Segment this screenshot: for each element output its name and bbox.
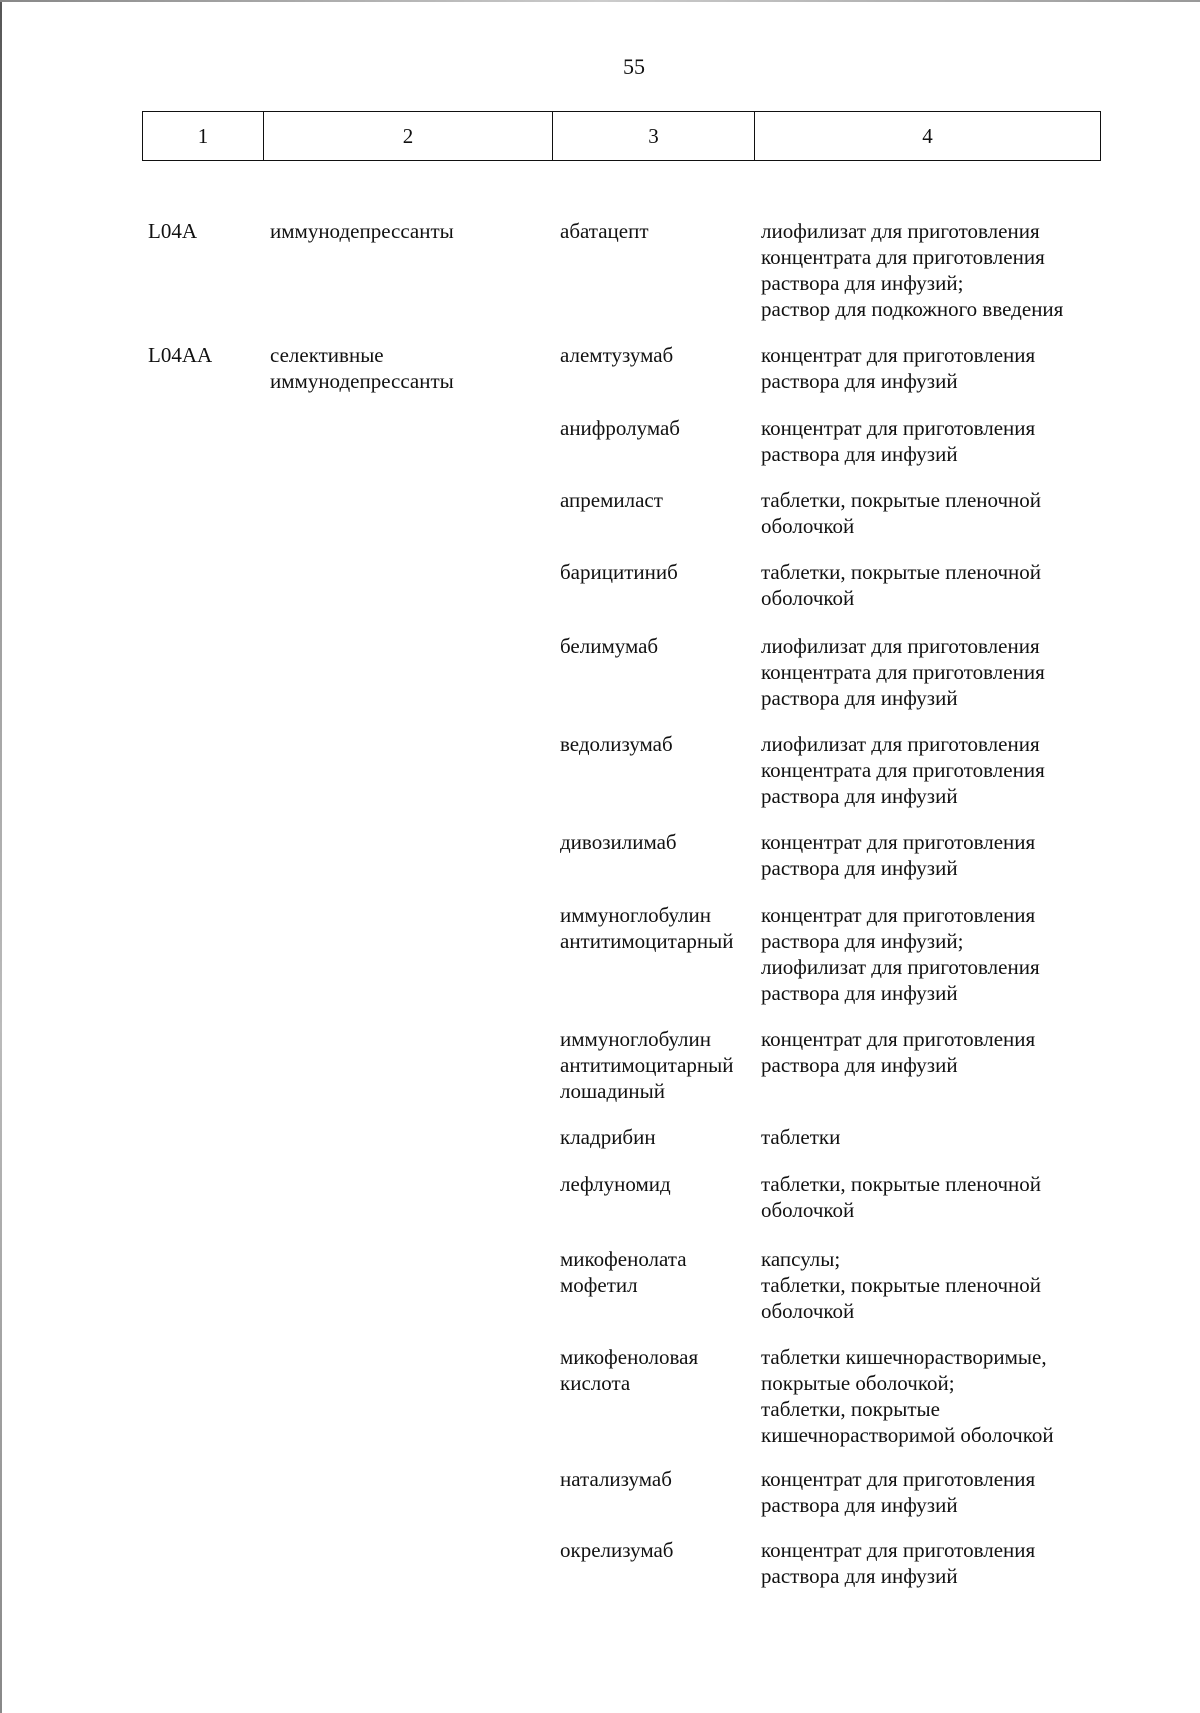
dosage-form bbox=[761, 415, 1035, 467]
drug-substance bbox=[560, 1124, 656, 1150]
drug-substance-line: микофенолата bbox=[560, 1247, 687, 1271]
drug-substance bbox=[560, 559, 678, 585]
dosage-form-line: лиофилизат для приготовления bbox=[761, 219, 1040, 243]
dosage-form-line: концентрат для приготовления bbox=[761, 343, 1036, 367]
page-number: 55 bbox=[623, 54, 645, 79]
dosage-form bbox=[761, 633, 1045, 711]
dosage-form bbox=[761, 1124, 840, 1150]
atc-group-name-line: иммунодепрессанты bbox=[270, 219, 454, 243]
dosage-form-line: лиофилизат для приготовления bbox=[761, 955, 1040, 979]
dosage-form-line: концентрат для приготовления bbox=[761, 416, 1036, 440]
dosage-form-line: оболочкой bbox=[761, 586, 855, 610]
dosage-form-line: лиофилизат для приготовления bbox=[761, 634, 1040, 658]
column-header-4: 4 bbox=[755, 112, 1101, 161]
drug-substance-line: лошадиный bbox=[560, 1079, 665, 1103]
dosage-form-line: таблетки, покрытые bbox=[761, 1397, 940, 1421]
dosage-form-line: концентрата для приготовления bbox=[761, 758, 1045, 782]
dosage-form bbox=[761, 1026, 1035, 1078]
drug-substance bbox=[560, 1171, 671, 1197]
dosage-form-line: раствор для подкожного введения bbox=[761, 297, 1064, 321]
dosage-form-line: концентрат для приготовления bbox=[761, 830, 1036, 854]
dosage-form-line: раствора для инфузий bbox=[761, 856, 958, 880]
dosage-form bbox=[761, 902, 1040, 1006]
dosage-form-line: таблетки кишечнорастворимые, bbox=[761, 1345, 1047, 1369]
dosage-form-line: таблетки, покрытые пленочной bbox=[761, 1172, 1042, 1196]
drug-substance-line: анифролумаб bbox=[560, 416, 680, 440]
dosage-form-line: раствора для инфузий bbox=[761, 369, 958, 393]
drug-substance-line: абатацепт bbox=[560, 219, 649, 243]
drug-substance-line: антитимоцитарный bbox=[560, 1053, 734, 1077]
dosage-form-line: концентрата для приготовления bbox=[761, 660, 1045, 684]
dosage-form-line: концентрат для приготовления bbox=[761, 1538, 1036, 1562]
drug-substance-line: кислота bbox=[560, 1371, 631, 1395]
drug-substance-line: иммуноглобулин bbox=[560, 903, 711, 927]
drug-substance-line: кладрибин bbox=[560, 1125, 656, 1149]
drug-substance-line: натализумаб bbox=[560, 1467, 672, 1491]
dosage-form-line: кишечнорастворимой оболочкой bbox=[761, 1423, 1054, 1447]
dosage-form bbox=[761, 559, 1041, 611]
drug-substance-line: лефлуномид bbox=[560, 1172, 671, 1196]
dosage-form-line: оболочкой bbox=[761, 514, 855, 538]
dosage-form-line: оболочкой bbox=[761, 1299, 855, 1323]
dosage-form-line: таблетки, покрытые пленочной bbox=[761, 488, 1042, 512]
atc-group-name bbox=[270, 342, 454, 394]
drug-substance bbox=[560, 731, 673, 757]
drug-substance bbox=[560, 633, 658, 659]
atc-group-name bbox=[270, 218, 454, 244]
dosage-form bbox=[761, 218, 1063, 322]
drug-substance bbox=[560, 1537, 673, 1563]
drug-substance-line: мофетил bbox=[560, 1273, 638, 1297]
drug-substance bbox=[560, 902, 734, 954]
drug-substance bbox=[560, 1026, 734, 1104]
dosage-form-line: таблетки, покрытые пленочной bbox=[761, 560, 1042, 584]
dosage-form-line: таблетки, покрытые пленочной bbox=[761, 1273, 1042, 1297]
column-header-2: 2 bbox=[264, 112, 553, 161]
dosage-form bbox=[761, 487, 1041, 539]
dosage-form-line: раствора для инфузий; bbox=[761, 271, 964, 295]
atc-group-name-line: селективные bbox=[270, 343, 384, 367]
drug-substance-line: дивозилимаб bbox=[560, 830, 677, 854]
dosage-form bbox=[761, 829, 1035, 881]
dosage-form-line: раствора для инфузий bbox=[761, 686, 958, 710]
drug-substance-line: ведолизумаб bbox=[560, 732, 673, 756]
drug-substance-line: апремиласт bbox=[560, 488, 663, 512]
dosage-form bbox=[761, 1246, 1041, 1324]
drug-substance-line: иммуноглобулин bbox=[560, 1027, 711, 1051]
drug-substance-line: алемтузумаб bbox=[560, 343, 674, 367]
drug-substance bbox=[560, 829, 677, 855]
drug-substance bbox=[560, 1246, 687, 1298]
drug-substance-line: белимумаб bbox=[560, 634, 659, 658]
dosage-form bbox=[761, 731, 1045, 809]
drug-substance bbox=[560, 487, 663, 513]
dosage-form-line: раствора для инфузий bbox=[761, 1053, 958, 1077]
drug-substance bbox=[560, 415, 680, 441]
drug-substance-line: антитимоцитарный bbox=[560, 929, 734, 953]
scan-edge-left bbox=[0, 0, 2, 1713]
column-header-3: 3 bbox=[553, 112, 755, 161]
drug-substance bbox=[560, 218, 649, 244]
dosage-form-line: раствора для инфузий bbox=[761, 784, 958, 808]
drug-substance bbox=[560, 342, 673, 368]
dosage-form-line: концентрат для приготовления bbox=[761, 1027, 1036, 1051]
column-header-row bbox=[143, 112, 1101, 161]
drug-substance-line: окрелизумаб bbox=[560, 1538, 674, 1562]
dosage-form-line: раствора для инфузий; bbox=[761, 929, 964, 953]
column-header-table bbox=[142, 111, 1101, 161]
dosage-form-line: раствора для инфузий bbox=[761, 981, 958, 1005]
column-header-1: 1 bbox=[143, 112, 264, 161]
dosage-form-line: таблетки bbox=[761, 1125, 841, 1149]
dosage-form bbox=[761, 342, 1035, 394]
drug-substance-line: барицитиниб bbox=[560, 560, 678, 584]
dosage-form bbox=[761, 1344, 1054, 1448]
dosage-form bbox=[761, 1171, 1041, 1223]
drug-substance bbox=[560, 1344, 698, 1396]
dosage-form-line: концентрата для приготовления bbox=[761, 245, 1045, 269]
atc-code: L04A bbox=[148, 219, 197, 243]
atc-code: L04AA bbox=[148, 343, 213, 367]
scan-edge-top bbox=[0, 0, 1200, 2]
dosage-form-line: раствора для инфузий bbox=[761, 442, 958, 466]
dosage-form-line: концентрат для приготовления bbox=[761, 903, 1036, 927]
dosage-form-line: оболочкой bbox=[761, 1198, 855, 1222]
atc-group-name-line: иммунодепрессанты bbox=[270, 369, 454, 393]
drug-substance-line: микофеноловая bbox=[560, 1345, 699, 1369]
drug-substance bbox=[560, 1466, 672, 1492]
dosage-form bbox=[761, 1537, 1035, 1589]
dosage-form-line: покрытые оболочкой; bbox=[761, 1371, 955, 1395]
dosage-form-line: раствора для инфузий bbox=[761, 1564, 958, 1588]
dosage-form-line: капсулы; bbox=[761, 1247, 841, 1271]
dosage-form-line: раствора для инфузий bbox=[761, 1493, 958, 1517]
dosage-form-line: концентрат для приготовления bbox=[761, 1467, 1036, 1491]
dosage-form-line: лиофилизат для приготовления bbox=[761, 732, 1040, 756]
dosage-form bbox=[761, 1466, 1035, 1518]
